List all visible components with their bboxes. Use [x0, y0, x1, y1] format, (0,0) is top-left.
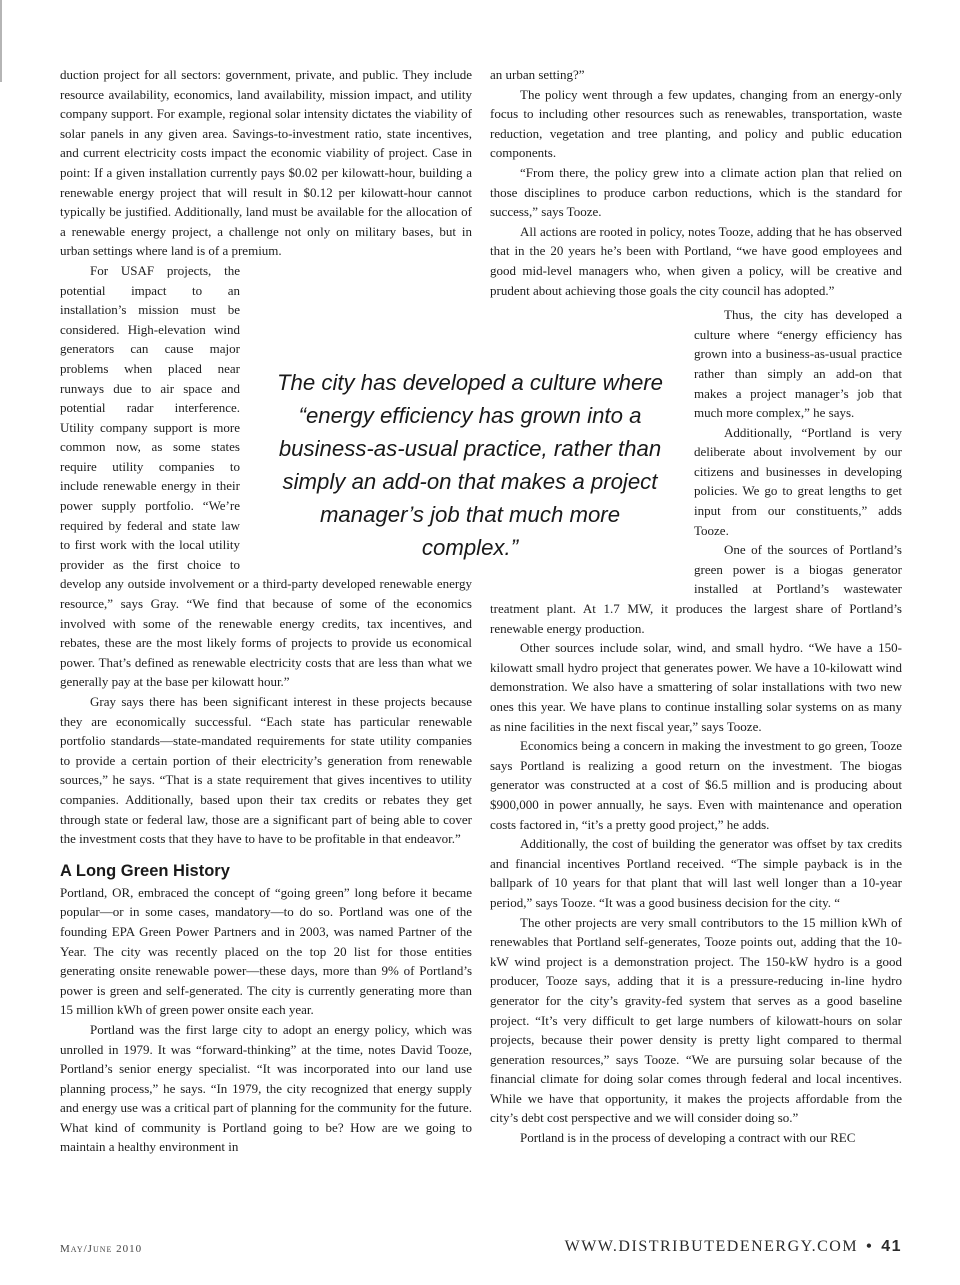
left-paragraph-5: Portland was the first large city to adopt an energy policy, which was unrolled in 1979. It was “forward-thinking” at the time, notes David Tooze, Portland’s senior energy specialist. “It was incorporated into our land use planning process,” he says. “In 1979, the city recognized that energy supply and energy use was a critical part of planning for the community for the future. What kind of community is Portland going to be? How are we going to maintain a healthy environment in: [60, 1021, 472, 1155]
left-paragraph-4: Portland, OR, embraced the concept of “going green” long before it became popular—or in some cases, mandatory—to do so. Portland was one of the founding EPA Green Power Partners and in 2003, was named Partner of the Year. The city was recently placed on the top 20 list for those entities generating onsite renewable power—these days, more than 9% of Portland’s power is green and self-generated. The city is currently generating more than 15 million kWh of green power onsite each year.: [60, 884, 472, 1018]
right-paragraph-7: One of the sources of Portland’s green power is a biogas generator installed at Portland’s wastewater treatment plant. At 1.7 MW, it produces the largest share of Portland’s renewable energy production.: [490, 542, 902, 636]
section-heading: A Long Green History: [60, 861, 230, 880]
left-column: [60, 65, 472, 1157]
right-paragraph-5: Thus, the city has developed a culture where “energy efficiency has grown into a business-as-usual practice rather than simply an add-on that makes a project manager’s job that much more complex,” he says.: [694, 307, 902, 421]
left-paragraph-1: duction project for all sectors: government, private, and public. They include resource availability, economics, land availability, mission impact, and utility company support. For example, regional solar intensity dictates the viability of solar panels in any given area. Savings-to-investment ratio, state incentives, and current electricity costs impact the economic viability of project. Case in point: If a given installation currently pays $0.02 per kilowatt-hour, building a renewable energy project that will result in $0.12 per kilowatt-hour cannot typically be justified. Additionally, land must be available for the allocation of a renewable energy project, a challenge not only on military bases, but in urban settings where land is of a premium.: [60, 67, 472, 259]
right-paragraph-10: Additionally, the cost of building the generator was offset by tax credits and financial incentives Portland received. “The simple payback is in the ballpark of 10 years for that plant that will last well longer than a 10-year period,” says Tooze. “It was a good business decision for the city. “: [490, 836, 902, 910]
page-number: 41: [881, 1238, 902, 1255]
right-paragraph-6: Additionally, “Portland is very deliberate about involvement by our citizens and businesses in developing policies. We go to great lengths to get input from our constituents,” adds Tooze.: [694, 424, 902, 538]
left-paragraph-3: Gray says there has been significant interest in these projects because they are economically successful. “Each state has particular renewable portfolio standards—state-mandated requirements for state utility companies to provide a certain portion of their electricity’s generation from renewable sources,” he says. “That is a state requirement that gives incentives to utility companies. Additionally, based upon their tax credits or rebates they get through state or federal law, those are a significant part of being able to cover the investment costs that they have to have to be profitable in that endeavor.”: [60, 694, 472, 847]
right-paragraph-9: Economics being a concern in making the investment to go green, Tooze says Portland is realizing a good return on the investment. The biogas generator was constructed at a cost of $6.5 million and is producing about $900,000 in power annually, he says. Even with maintenance and operation costs factored in, “it’s a pretty good project,” he adds.: [490, 738, 902, 832]
right-paragraph-2: The policy went through a few updates, changing from an energy-only focus to including other resources such as renewables, transportation, waste reduction, vegetation and tree planting, and policy and public education components.: [490, 86, 902, 161]
right-paragraph-8: Other sources include solar, wind, and small hydro. “We have a 150-kilowatt small hydro project that generates power. We have a 10-kilowatt wind demonstration. We also have a smattering of solar installations with two new ones this year. We have plans to continue installing solar systems on as many as nine facilities in the next fiscal year,” says Tooze.: [490, 640, 902, 734]
left-paragraph-2: For USAF projects, the potential impact to an installation’s mission must be considered. High-elevation wind generators can cause major problems when placed near runways due to air space and potential radar interference. Utility company support is more common now, as some states require utility companies to include renewable energy in their power supply portfolio. “We’re required by federal and state law to first work with the local utility provider as the first choice to develop any outside involvement or a third-party developed renewable energy resource,” says Gray. “We find that because of some of the economics involved with some of the renewable energy credits, tax incentives, and rebates, these are the most likely forms of projects to provide us economical power. That’s defined as renewable electricity costs that are less than what we generally pay at the base per kilowatt hour.”: [60, 262, 472, 690]
footer-bullet: •: [866, 1238, 874, 1255]
pull-quote: The city has developed a culture where “energy efficiency has grown into a business-as-usual practice, rather than simply an add-on that makes a project manager’s job that much more complex.”: [276, 370, 664, 560]
right-paragraph-3: “From there, the policy grew into a climate action plan that relied on those disciplines to produce carbon reductions, which is the standard for success,” says Tooze.: [490, 164, 902, 220]
right-paragraph-11: The other projects are very small contributors to the 15 million kWh of renewables that Portland self-generates, Tooze points out, adding that the 10-kW wind project is a demonstration project. The 150-kW hydro is a good producer, Tooze says, adding that it is a pressure-reducing in-line hydro generator for the city’s gravity-fed system that serves as a good baseline project. “It’s very difficult to get large numbers of kilowatt-hours on solar projects, because their power density is pretty light compared to thermal generation resources,” says Tooze. “We are pursuing solar because of the financial climate for doing solar comes through federal and local incentives. While we have that opportunity, it makes the projects affordable from the city’s debt cost perspective and we will consider doing so.”: [490, 914, 902, 1126]
right-paragraph-4: All actions are rooted in policy, notes Tooze, adding that he has observed that in the 20 years he’s been with Portland, “we have good employees and good mid-level managers who, when given a policy, will be creative and prudent about achieving those goals the city council has adopted.”: [490, 223, 902, 298]
issue-date: May/June 2010: [60, 1243, 143, 1255]
website-url: WWW.DISTRIBUTEDENERGY.COM: [564, 1238, 859, 1255]
page-footer: [565, 1238, 902, 1256]
right-column: [490, 65, 902, 1148]
right-paragraph-1: an urban setting?”: [490, 67, 585, 82]
right-paragraph-12: Portland is in the process of developing a contract with our REC: [520, 1130, 856, 1146]
page-edge-mark: [0, 0, 2, 82]
